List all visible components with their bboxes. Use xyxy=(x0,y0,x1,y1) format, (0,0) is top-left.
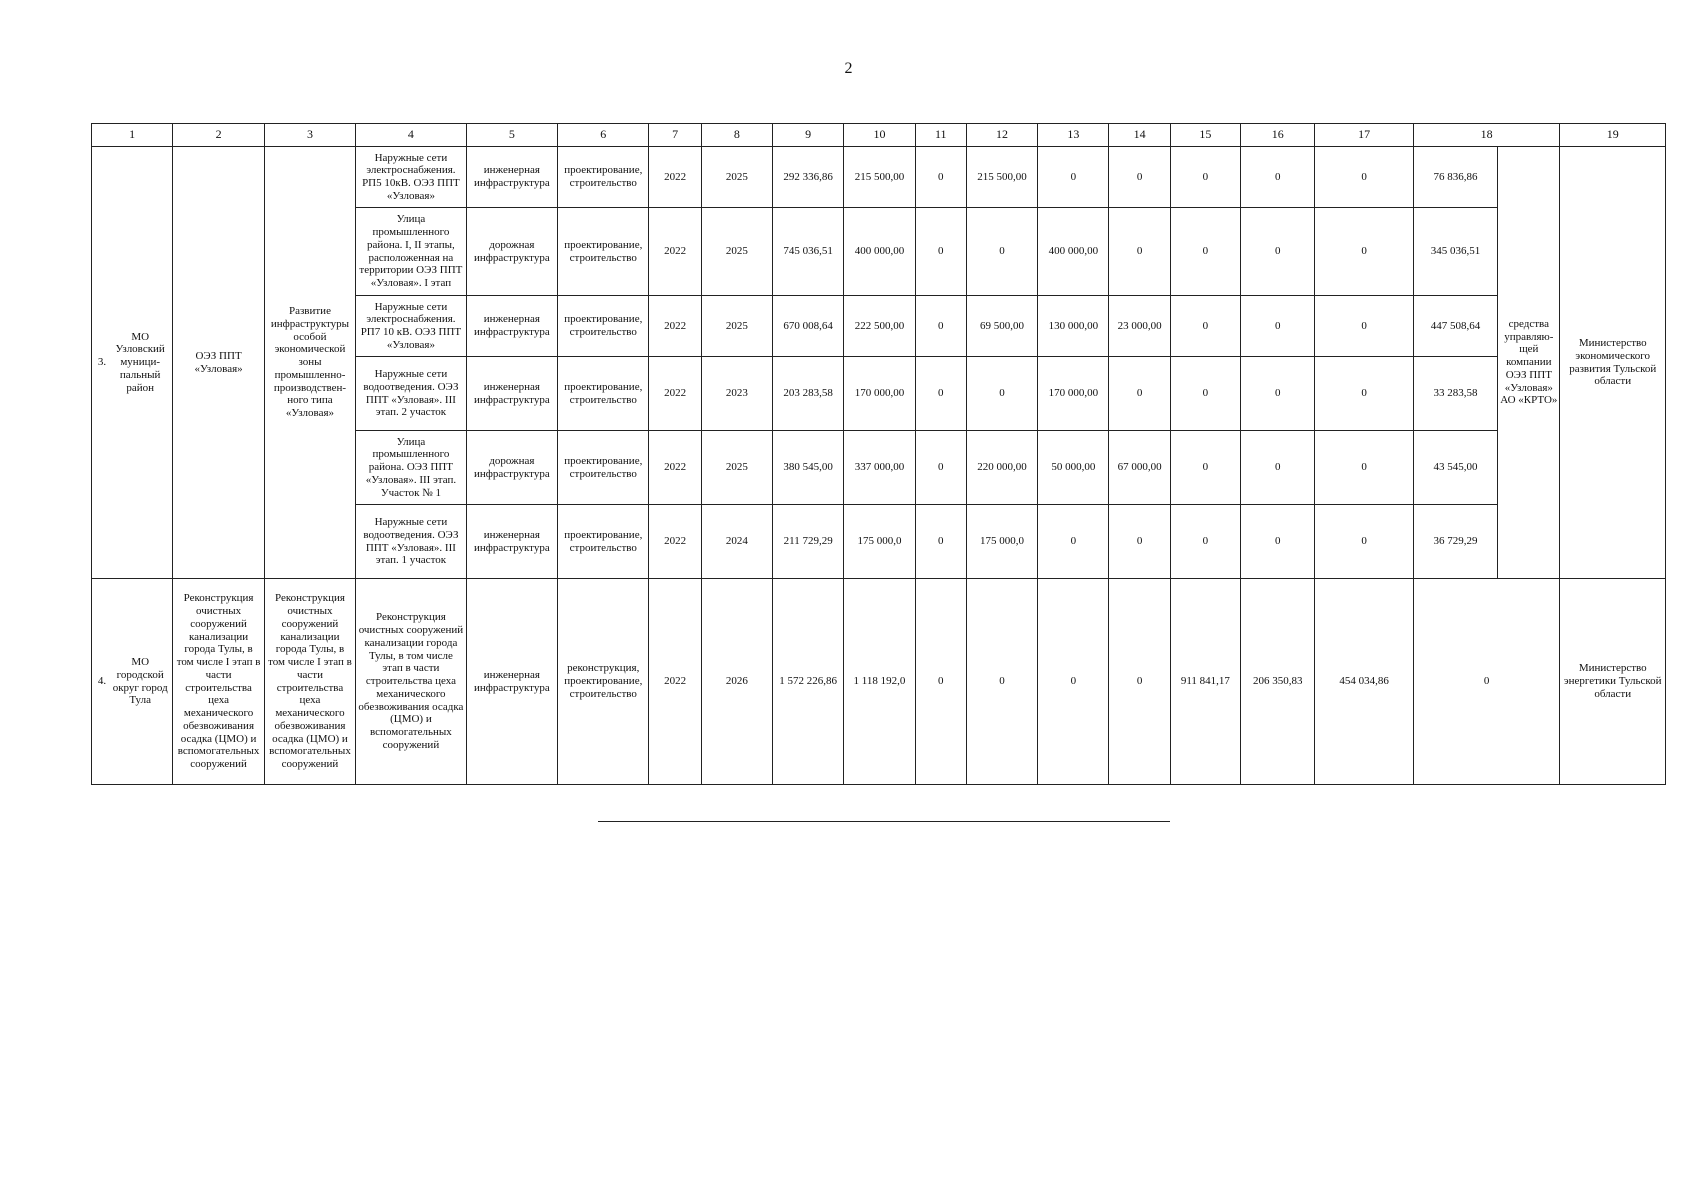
value-cell: 0 xyxy=(1241,208,1315,296)
year-end-cell: 2026 xyxy=(701,579,772,785)
year-start-cell: 2022 xyxy=(649,357,701,431)
value-cell: 380 545,00 xyxy=(773,431,844,505)
infra-cell: инженерная инфраструктура xyxy=(466,147,557,208)
column-header: 16 xyxy=(1241,124,1315,147)
column-header: 6 xyxy=(558,124,649,147)
municipality-cell xyxy=(92,579,173,785)
value-cell: 911 841,17 xyxy=(1170,579,1240,785)
value-cell: 0 xyxy=(915,147,966,208)
municipality-name: МО Узловский муници-пальный район xyxy=(115,330,165,394)
table-row xyxy=(92,147,1666,208)
value-cell: 203 283,58 xyxy=(773,357,844,431)
value-cell: 0 xyxy=(1038,147,1109,208)
value-cell: 0 xyxy=(1109,208,1170,296)
work-cell: проектирование, строительство xyxy=(558,296,649,357)
year-end-cell: 2025 xyxy=(701,147,772,208)
object-cell: Наружные сети электроснабжения. РП7 10 кВ. ОЭЗ ППТ «Узловая» xyxy=(356,296,466,357)
column-header: 10 xyxy=(844,124,915,147)
value-cell: 0 xyxy=(1038,505,1109,579)
infra-cell: инженерная инфраструктура xyxy=(466,296,557,357)
object-cell: Наружные сети электроснабжения. РП5 10кВ. ОЭЗ ППТ «Узловая» xyxy=(356,147,466,208)
infra-cell: инженерная инфраструктура xyxy=(466,357,557,431)
municipality-name: МО городской округ город Тула xyxy=(112,656,168,707)
value-cell: 170 000,00 xyxy=(1038,357,1109,431)
value-cell: 0 xyxy=(1170,208,1240,296)
column-header: 9 xyxy=(773,124,844,147)
value-cell: 206 350,83 xyxy=(1241,579,1315,785)
value-cell: 0 xyxy=(1109,579,1170,785)
object-cell: Улица промышленного района. ОЭЗ ППТ «Узловая». III этап. Участок № 1 xyxy=(356,431,466,505)
value-cell: 220 000,00 xyxy=(966,431,1037,505)
value-cell: 0 xyxy=(915,505,966,579)
value-cell: 211 729,29 xyxy=(773,505,844,579)
column-header: 18 xyxy=(1413,124,1560,147)
column-header: 5 xyxy=(466,124,557,147)
year-end-cell: 2023 xyxy=(701,357,772,431)
value-cell: 33 283,58 xyxy=(1413,357,1497,431)
column-header: 2 xyxy=(173,124,264,147)
value-cell: 0 xyxy=(1109,357,1170,431)
value-cell: 345 036,51 xyxy=(1413,208,1497,296)
project-cell: Реконструкция очистных сооружений канализации города Тулы, в том числе I этап в части строительства цеха механического обезвоживания осадка (ЦМО) и вспомогательных сооружений xyxy=(173,579,264,785)
page-number: 2 xyxy=(844,60,853,77)
value-cell: 0 xyxy=(1315,208,1413,296)
value-cell: 0 xyxy=(966,357,1037,431)
object-cell: Улица промышленного района. I, II этапы, расположенная на территории ОЭЗ ППТ «Узловая». I этап xyxy=(356,208,466,296)
value-cell: 0 xyxy=(1315,505,1413,579)
work-cell: реконструкция, проектирование, строительство xyxy=(558,579,649,785)
year-end-cell: 2025 xyxy=(701,296,772,357)
column-header: 19 xyxy=(1560,124,1666,147)
value-cell: 0 xyxy=(1170,505,1240,579)
row-number: 3. xyxy=(97,356,107,369)
year-start-cell: 2022 xyxy=(649,579,701,785)
value-cell: 454 034,86 xyxy=(1315,579,1413,785)
value-cell: 0 xyxy=(1170,357,1240,431)
value-cell: 0 xyxy=(915,296,966,357)
column-header: 11 xyxy=(915,124,966,147)
value-cell: 0 xyxy=(1315,296,1413,357)
column-header: 7 xyxy=(649,124,701,147)
value-cell: 0 xyxy=(915,579,966,785)
object-cell: Реконструкция очистных сооружений канализации города Тулы, в том числе этап в части строительства цеха механического обезвоживания осадка (ЦМО) и вспомогательных сооружений xyxy=(356,579,466,785)
value-cell: 0 xyxy=(1241,431,1315,505)
value-cell: 337 000,00 xyxy=(844,431,915,505)
work-cell: проектирование, строительство xyxy=(558,147,649,208)
column-header: 15 xyxy=(1170,124,1240,147)
object-cell: Наружные сети водоотведения. ОЭЗ ППТ «Узловая». III этап. 1 участок xyxy=(356,505,466,579)
value-cell: 1 572 226,86 xyxy=(773,579,844,785)
value-cell: 170 000,00 xyxy=(844,357,915,431)
bottom-divider-line xyxy=(598,821,1170,822)
column-header: 3 xyxy=(264,124,355,147)
year-end-cell: 2025 xyxy=(701,208,772,296)
value-cell: 0 xyxy=(1315,147,1413,208)
infra-cell: дорожная инфраструктура xyxy=(466,431,557,505)
value-cell: 0 xyxy=(1241,505,1315,579)
value-cell: 0 xyxy=(915,208,966,296)
value-cell: 23 000,00 xyxy=(1109,296,1170,357)
value-cell: 0 xyxy=(1038,579,1109,785)
value-cell: 0 xyxy=(1109,505,1170,579)
value-cell: 400 000,00 xyxy=(1038,208,1109,296)
value-cell: 447 508,64 xyxy=(1413,296,1497,357)
work-cell: проектирование, строительство xyxy=(558,357,649,431)
value-cell: 0 xyxy=(1109,147,1170,208)
year-start-cell: 2022 xyxy=(649,208,701,296)
column-header: 13 xyxy=(1038,124,1109,147)
header-row xyxy=(92,124,1666,147)
value-cell: 215 500,00 xyxy=(966,147,1037,208)
value-cell: 67 000,00 xyxy=(1109,431,1170,505)
value-cell: 0 xyxy=(915,431,966,505)
year-end-cell: 2024 xyxy=(701,505,772,579)
value-cell: 0 xyxy=(1170,431,1240,505)
column-header: 12 xyxy=(966,124,1037,147)
value-cell: 0 xyxy=(1241,357,1315,431)
value-cell: 0 xyxy=(1315,357,1413,431)
column-header: 17 xyxy=(1315,124,1413,147)
work-cell: проектирование, строительство xyxy=(558,505,649,579)
column-header: 4 xyxy=(356,124,466,147)
investment-table xyxy=(91,123,1666,785)
value-cell: 0 xyxy=(915,357,966,431)
year-end-cell: 2025 xyxy=(701,431,772,505)
value-cell: 43 545,00 xyxy=(1413,431,1497,505)
municipality-cell xyxy=(92,147,173,579)
value-cell: 50 000,00 xyxy=(1038,431,1109,505)
ministry-cell: Министерство энергетики Тульской области xyxy=(1560,579,1666,785)
infra-cell: дорожная инфраструктура xyxy=(466,208,557,296)
value-cell: 670 008,64 xyxy=(773,296,844,357)
year-start-cell: 2022 xyxy=(649,505,701,579)
purpose-cell: Развитие инфраструктуры особой экономической зоны промышленно-производствен-ного типа «Узловая» xyxy=(264,147,355,579)
year-start-cell: 2022 xyxy=(649,431,701,505)
value-cell: 0 xyxy=(1170,147,1240,208)
value-cell: 36 729,29 xyxy=(1413,505,1497,579)
funding-source-cell: средства управляю-щей компании ОЭЗ ППТ «Узловая» АО «КРТО» xyxy=(1498,147,1560,579)
table-row xyxy=(92,579,1666,785)
value-cell: 175 000,0 xyxy=(966,505,1037,579)
year-start-cell: 2022 xyxy=(649,147,701,208)
value-cell: 215 500,00 xyxy=(844,147,915,208)
value-cell: 0 xyxy=(1413,579,1560,785)
ministry-cell: Министерство экономического развития Тульской области xyxy=(1560,147,1666,579)
value-cell: 0 xyxy=(1315,431,1413,505)
value-cell: 0 xyxy=(1241,147,1315,208)
column-header: 8 xyxy=(701,124,772,147)
infra-cell: инженерная инфраструктура xyxy=(466,505,557,579)
value-cell: 175 000,0 xyxy=(844,505,915,579)
infra-cell: инженерная инфраструктура xyxy=(466,579,557,785)
value-cell: 130 000,00 xyxy=(1038,296,1109,357)
value-cell: 0 xyxy=(966,208,1037,296)
column-header: 14 xyxy=(1109,124,1170,147)
zone-cell: ОЭЗ ППТ «Узловая» xyxy=(173,147,264,579)
year-start-cell: 2022 xyxy=(649,296,701,357)
value-cell: 292 336,86 xyxy=(773,147,844,208)
value-cell: 0 xyxy=(1241,296,1315,357)
purpose-cell: Реконструкция очистных сооружений канализации города Тулы, в том числе I этап в части строительства цеха механического обезвоживания осадка (ЦМО) и вспомогательных сооружений xyxy=(264,579,355,785)
work-cell: проектирование, строительство xyxy=(558,208,649,296)
value-cell: 400 000,00 xyxy=(844,208,915,296)
value-cell: 1 118 192,0 xyxy=(844,579,915,785)
value-cell: 0 xyxy=(1170,296,1240,357)
object-cell: Наружные сети водоотведения. ОЭЗ ППТ «Узловая». III этап. 2 участок xyxy=(356,357,466,431)
value-cell: 745 036,51 xyxy=(773,208,844,296)
value-cell: 222 500,00 xyxy=(844,296,915,357)
value-cell: 76 836,86 xyxy=(1413,147,1497,208)
row-number: 4. xyxy=(97,675,107,688)
column-header: 1 xyxy=(92,124,173,147)
value-cell: 0 xyxy=(966,579,1037,785)
value-cell: 69 500,00 xyxy=(966,296,1037,357)
work-cell: проектирование, строительство xyxy=(558,431,649,505)
